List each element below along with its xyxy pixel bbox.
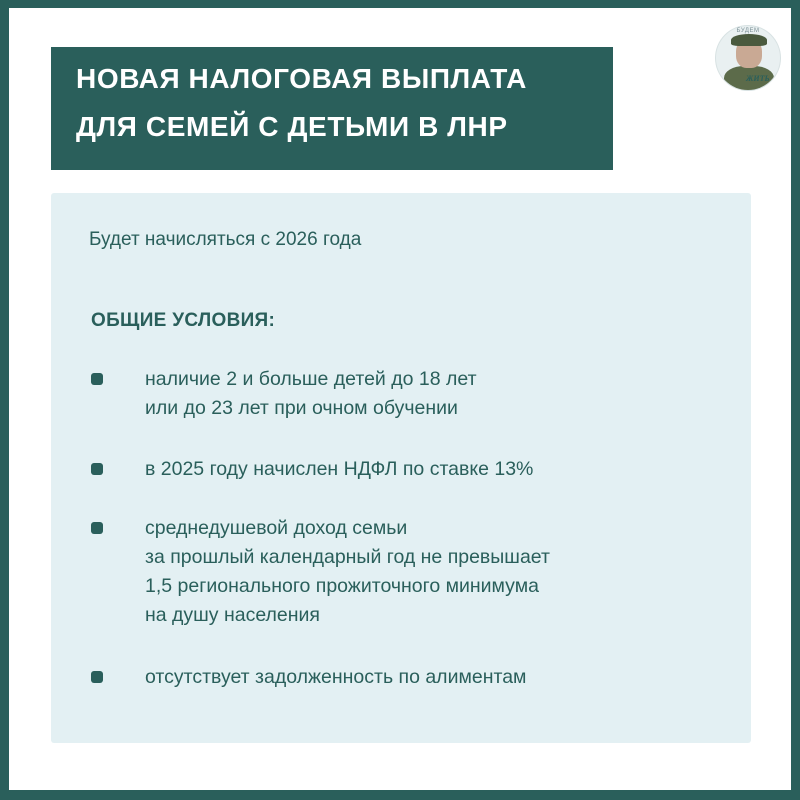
intro-text: Будет начисляться с 2026 года (89, 229, 362, 250)
condition-line: 1,5 регионального прожиточного минимума (145, 575, 539, 597)
logo-figure-cap (731, 34, 767, 46)
condition-line: в 2025 году начислен НДФЛ по ставке 13% (145, 458, 534, 480)
condition-line: наличие 2 и больше детей до 18 лет (145, 368, 477, 390)
condition-text (145, 455, 533, 484)
conditions-heading: ОБЩИЕ УСЛОВИЯ: (91, 310, 276, 331)
bullet-icon (91, 522, 103, 534)
title-banner (51, 47, 613, 170)
condition-line: отсутствует задолженность по алиментам (145, 666, 527, 688)
bullet-icon (91, 671, 103, 683)
bullet-icon (91, 373, 103, 385)
condition-text (145, 365, 477, 423)
title-line-1: НОВАЯ НАЛОГОВАЯ ВЫПЛАТА (76, 63, 527, 94)
conditions-card (51, 193, 751, 743)
logo-top-text: БУДЕМ (736, 28, 760, 34)
logo (716, 26, 780, 90)
logo-bottom-text: ЖИТЬ (746, 74, 770, 83)
condition-text (145, 514, 550, 630)
condition-line: на душу населения (145, 604, 320, 626)
condition-text (145, 663, 526, 692)
title-line-2: ДЛЯ СЕМЕЙ С ДЕТЬМИ В ЛНР (76, 111, 508, 142)
condition-line: за прошлый календарный год не превышает (145, 546, 550, 568)
condition-line: среднедушевой доход семьи (145, 517, 408, 539)
condition-line: или до 23 лет при очном обучении (145, 397, 458, 419)
bullet-icon (91, 463, 103, 475)
